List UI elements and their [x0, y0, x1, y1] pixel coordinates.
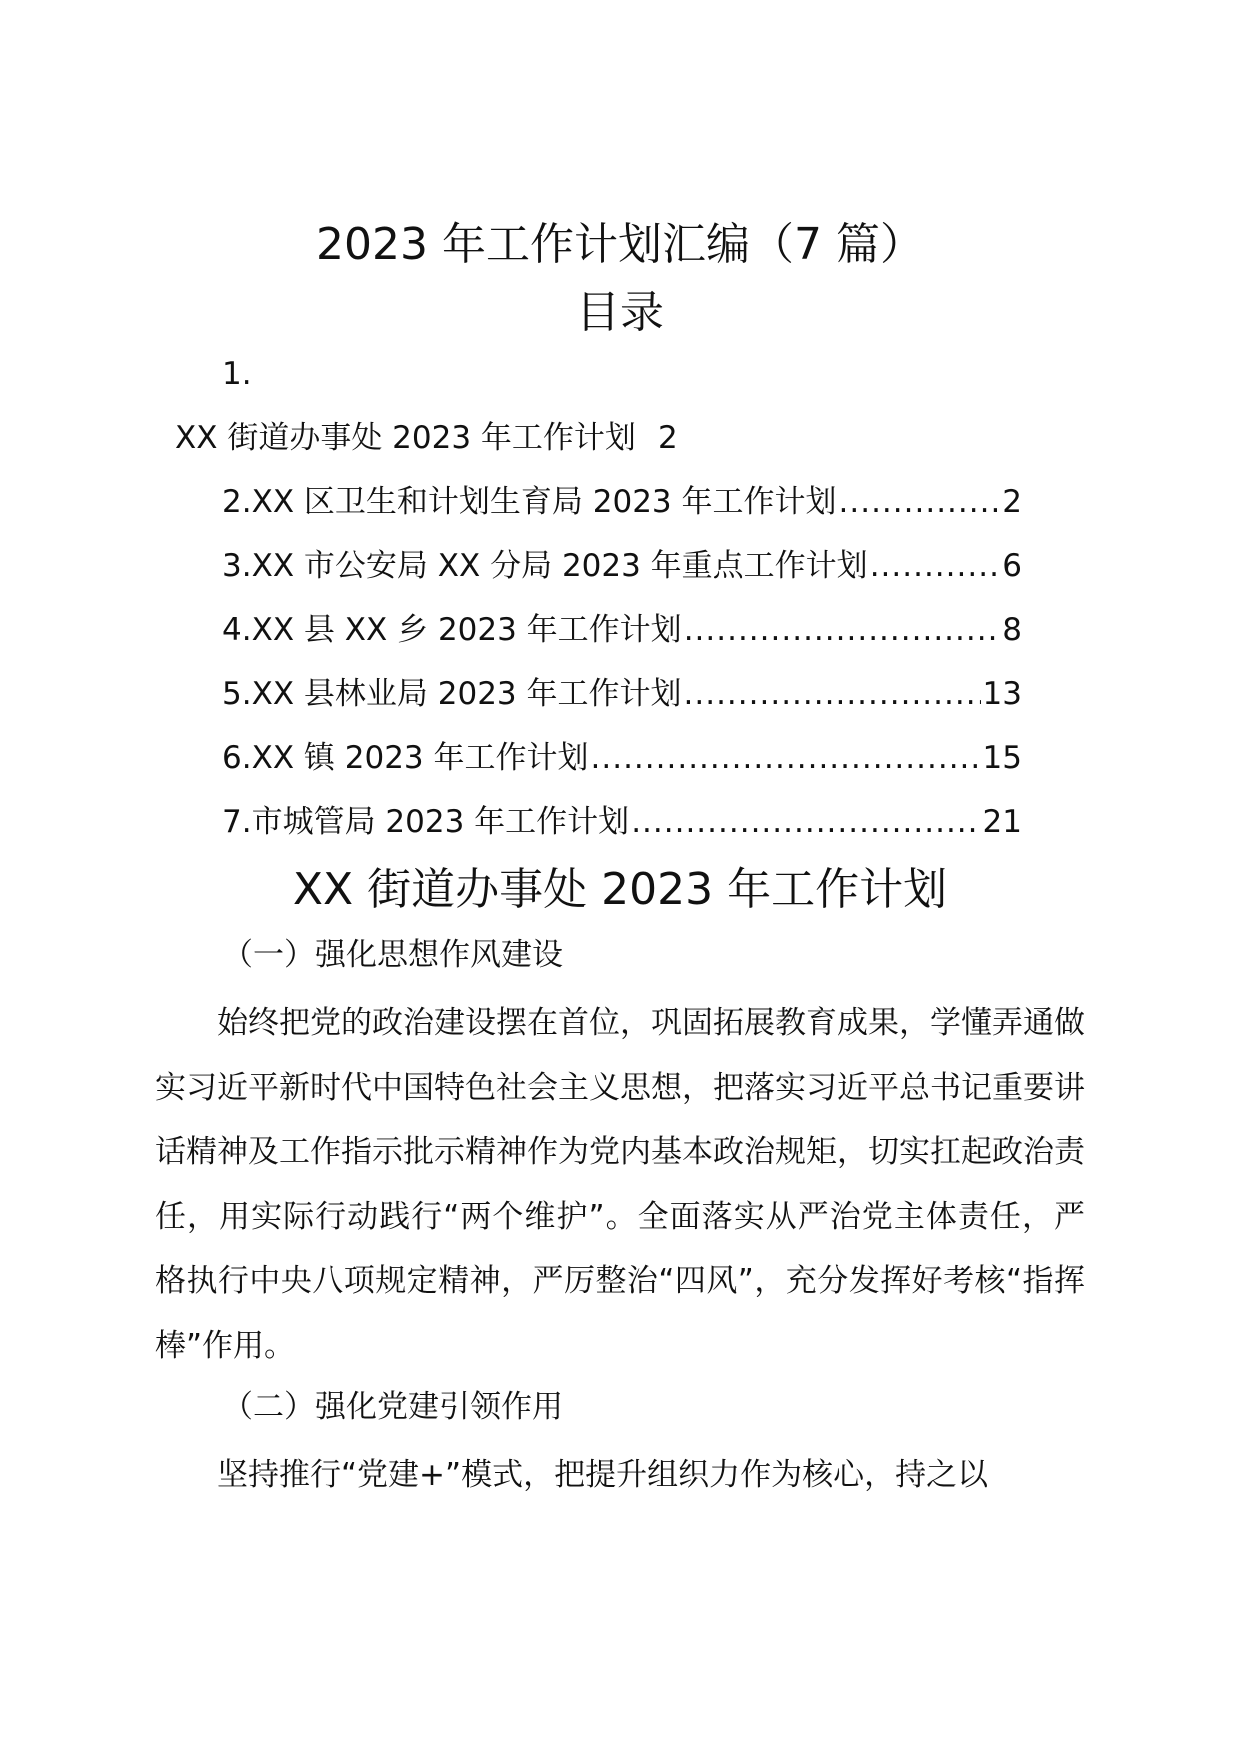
- toc-entry-page: 8: [1002, 612, 1022, 648]
- toc-entry-text: XX 街道办事处 2023 年工作计划: [175, 420, 636, 456]
- subsection-heading: （二）强化党建引领作用: [222, 1389, 563, 1425]
- toc-entry-page: 21: [982, 804, 1022, 840]
- toc-heading: 目录: [576, 287, 664, 338]
- document-title: 2023 年工作计划汇编（7 篇）: [316, 219, 924, 270]
- toc-entry[interactable]: [222, 608, 1022, 672]
- section-title: XX 街道办事处 2023 年工作计划: [292, 864, 948, 915]
- toc-entry-number: 1.: [222, 356, 252, 392]
- toc-entry[interactable]: [222, 736, 1022, 800]
- toc-entry-text: 6.XX 镇 2023 年工作计划: [222, 740, 589, 776]
- toc-dot-leader: [839, 480, 1001, 524]
- toc-dot-leader: [631, 800, 980, 844]
- toc-entry[interactable]: [222, 480, 1022, 544]
- toc-entry-text: 7.市城管局 2023 年工作计划: [222, 804, 630, 840]
- body-paragraph: 坚持推行“党建+”模式，把提升组织力作为核心，持之以: [217, 1457, 989, 1493]
- toc-entry-text: 5.XX 县林业局 2023 年工作计划: [222, 676, 682, 712]
- toc-entry[interactable]: [222, 672, 1022, 736]
- toc-entry[interactable]: [222, 800, 1022, 864]
- toc-dot-leader: [684, 608, 1001, 652]
- toc-entry[interactable]: [222, 544, 1022, 608]
- body-paragraph: 始终把党的政治建设摆在首位，巩固拓展教育成果，学懂弄通做实习近平新时代中国特色社会主义思想，把落实习近平总书记重要讲话精神及工作指示批示精神作为党内基本政治规矩，切实扛起政治责任，用实际行动践行“两个维护”。全面落实从严治党主体责任，严格执行中央八项规定精神，严厉整治“四风”，充分发挥好考核“指挥棒”作用。: [155, 1005, 1085, 1364]
- toc-dot-leader: [591, 736, 981, 780]
- toc-entry-page: 2: [1002, 484, 1022, 520]
- toc-entry-text: 2.XX 区卫生和计划生育局 2023 年工作计划: [222, 484, 837, 520]
- toc-entry-page: 6: [1002, 548, 1022, 584]
- toc-entry-first[interactable]: [175, 416, 678, 460]
- toc-entry-page: 15: [982, 740, 1022, 776]
- toc-entry-page: 2: [657, 420, 678, 456]
- toc-list: [222, 480, 1022, 864]
- toc-entry-page: 13: [982, 676, 1022, 712]
- toc-dot-leader: [870, 544, 1001, 588]
- toc-dot-leader: [684, 672, 981, 716]
- toc-entry-text: 3.XX 市公安局 XX 分局 2023 年重点工作计划: [222, 548, 868, 584]
- toc-entry-text: 4.XX 县 XX 乡 2023 年工作计划: [222, 612, 682, 648]
- subsection-heading: （一）强化思想作风建设: [222, 937, 563, 973]
